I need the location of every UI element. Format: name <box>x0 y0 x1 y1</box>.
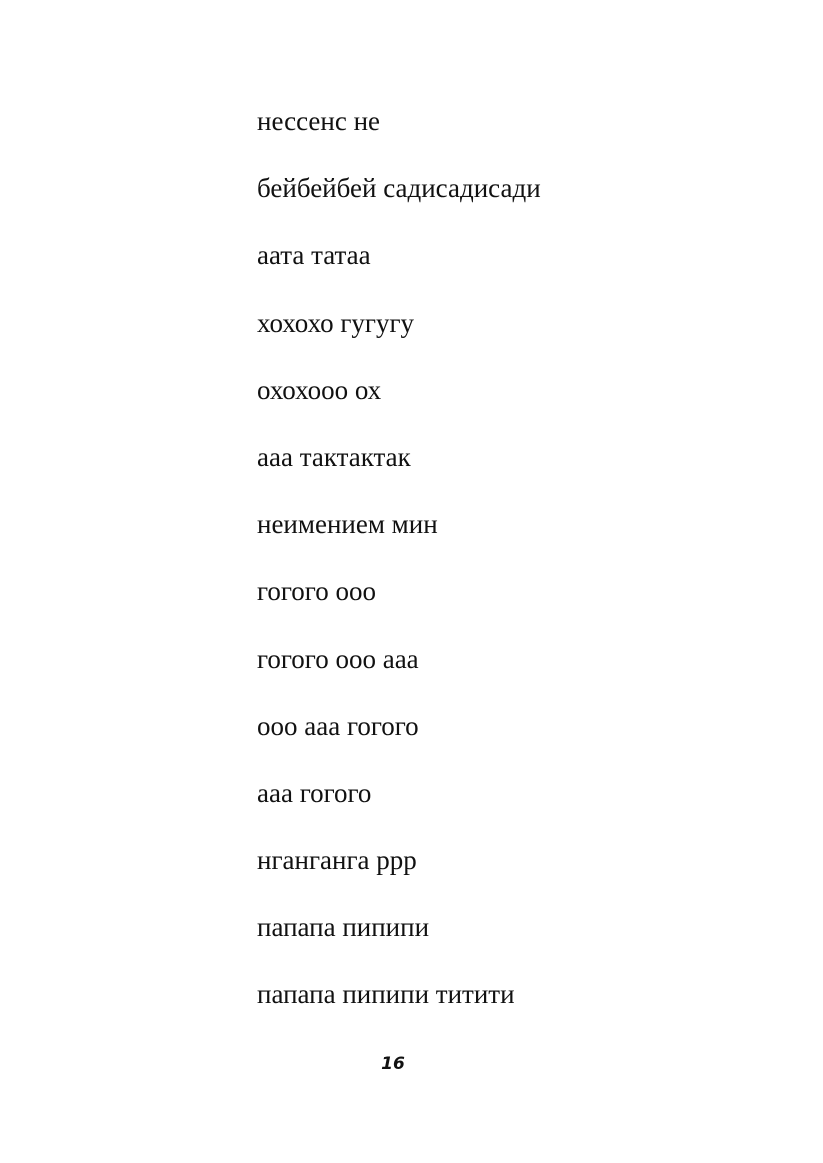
poem-text <box>257 88 541 1029</box>
poem-line: аата татаа <box>257 240 371 271</box>
poem-line: ааа гогого <box>257 777 372 808</box>
poem-line: нганганга ррр <box>257 845 417 876</box>
poem-line: гогого ооо <box>257 576 376 607</box>
poem-line: папапа пипипи <box>257 912 430 943</box>
poem-line: хохохо гугугу <box>257 307 415 338</box>
poem-line: бейбейбей садисадисади <box>257 173 541 204</box>
poem-line: охохооо ох <box>257 374 382 405</box>
page-number: 16 <box>381 1054 405 1074</box>
poem-line: ооо ааа гогого <box>257 710 419 741</box>
poem-line: неимением мин <box>257 509 438 540</box>
poem-line: папапа пипипи титити <box>257 979 515 1010</box>
poem-line: нессенс не <box>257 106 381 136</box>
poem-line: ааа тактактак <box>257 441 411 472</box>
poem-line: гогого ооо ааа <box>257 643 419 674</box>
